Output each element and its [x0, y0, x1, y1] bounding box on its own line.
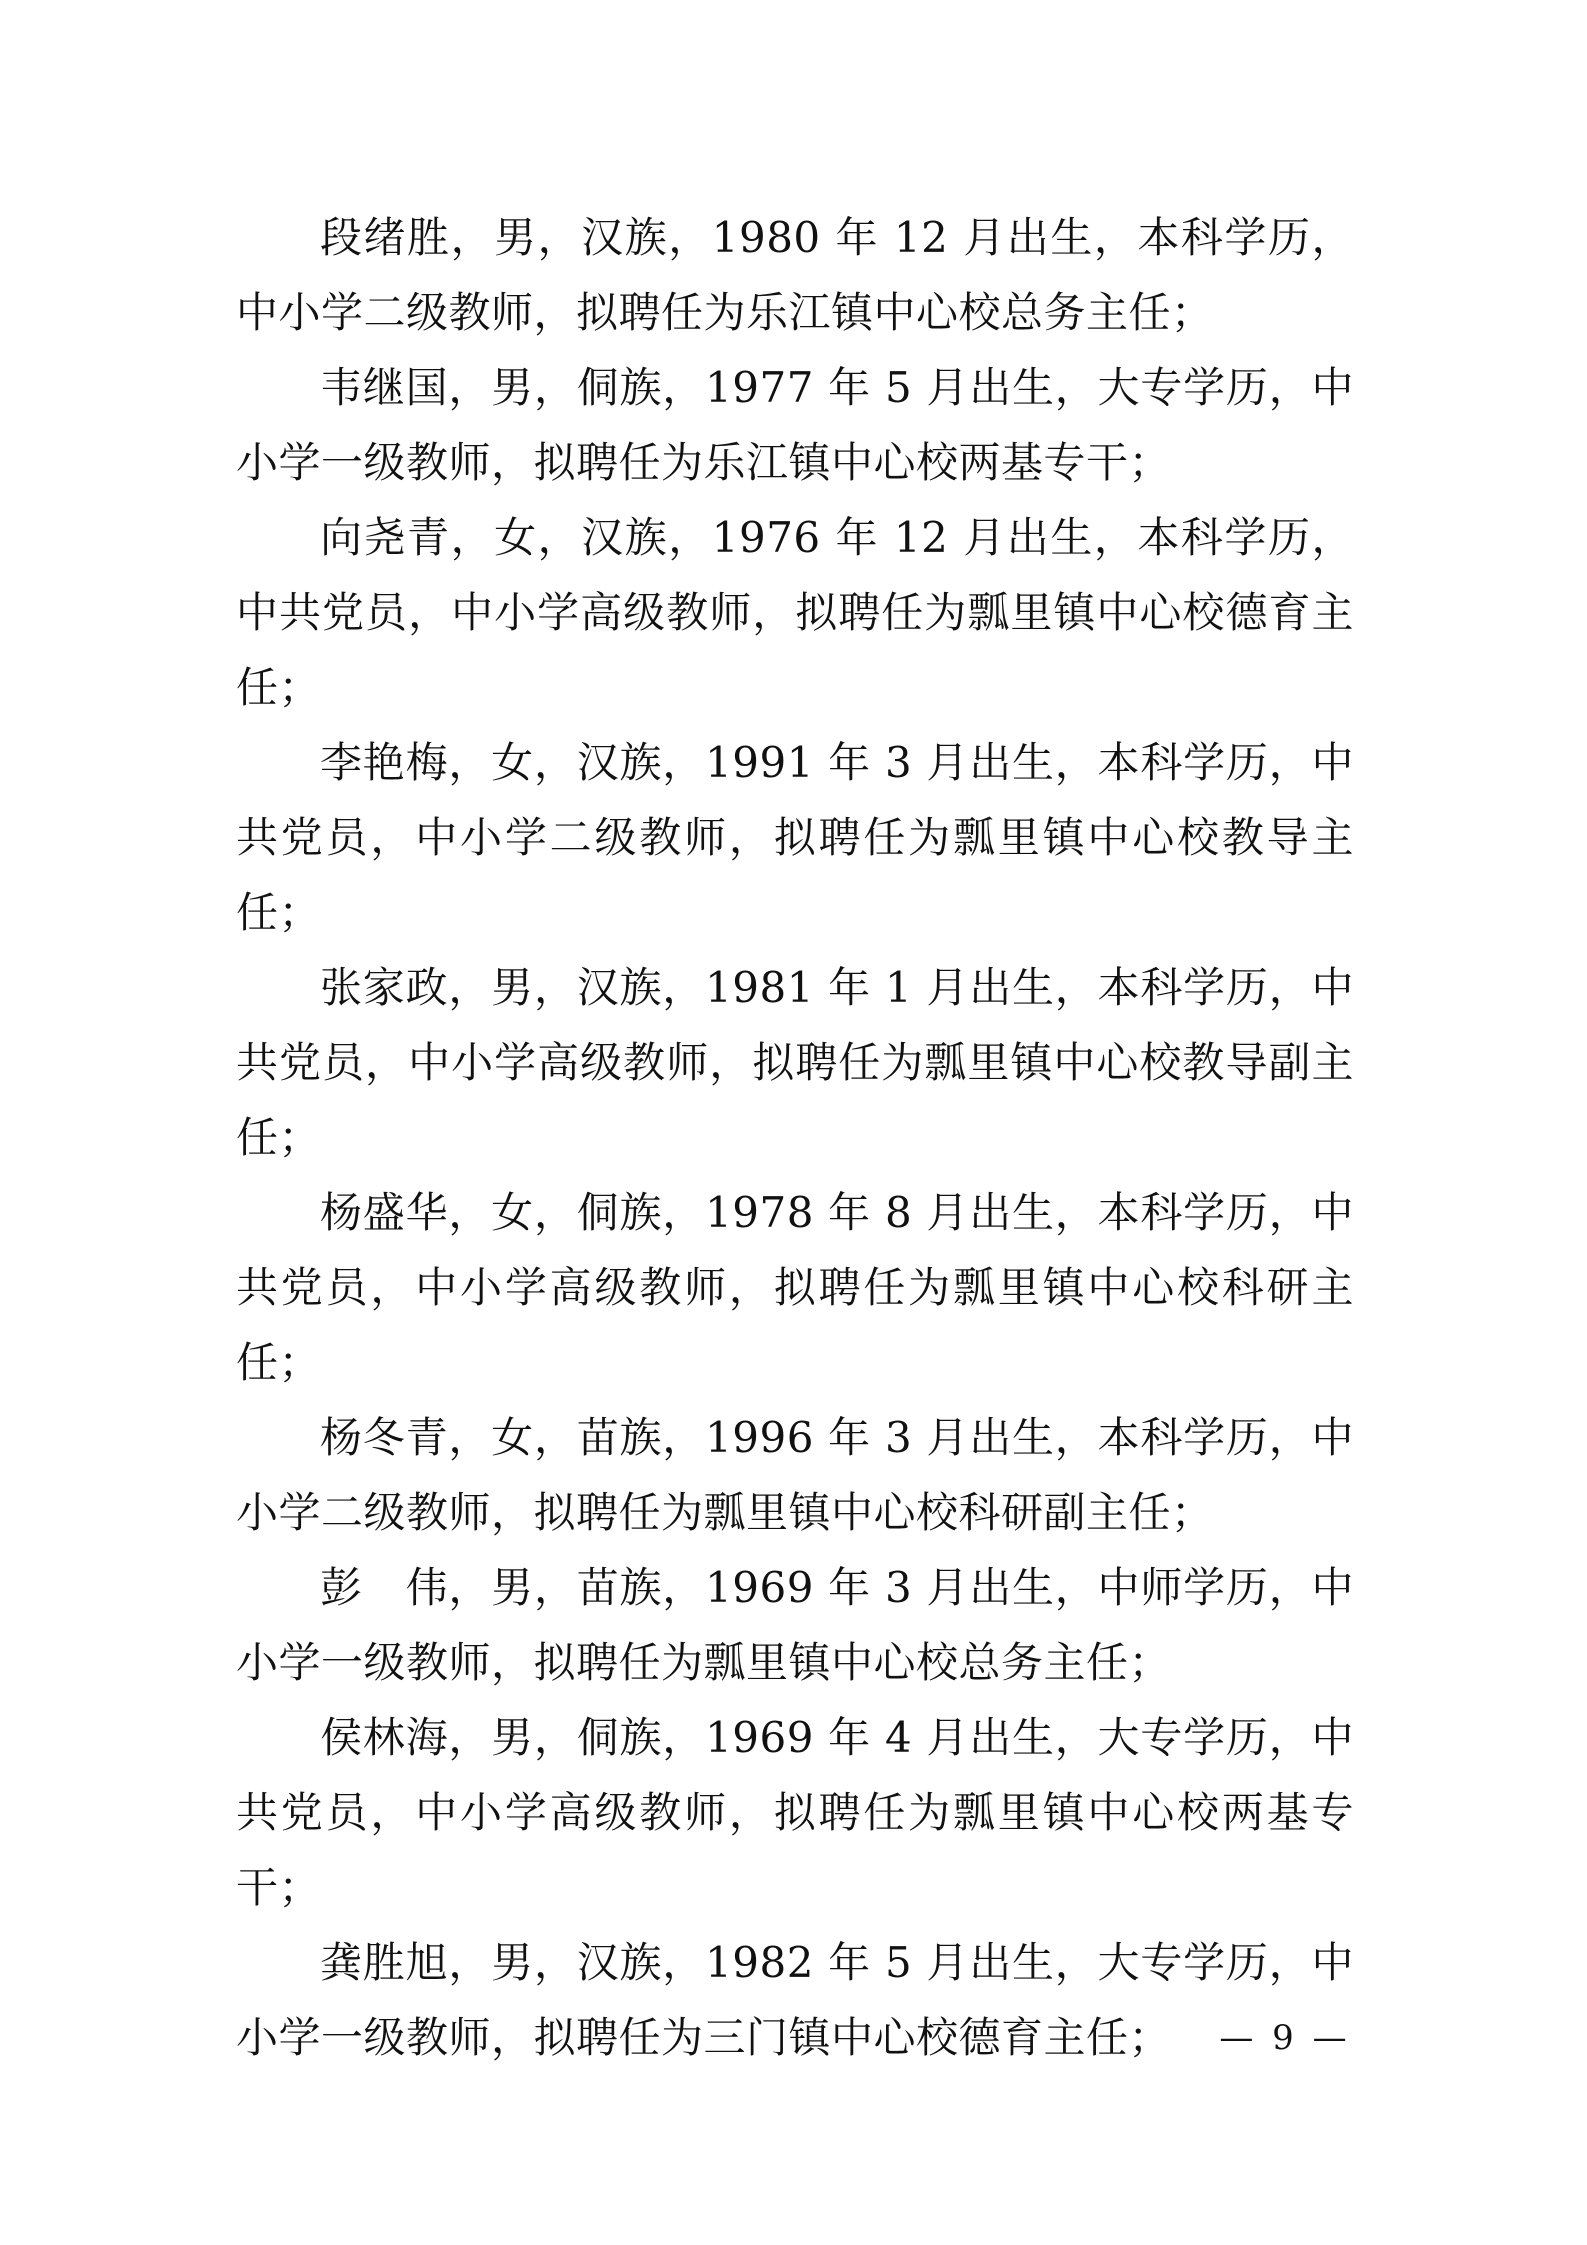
paragraph-gong-shengxu: 龚胜旭，男，汉族，1982 年 5 月出生，大专学历，中小学一级教师，拟聘任为三门镇中心校德育主任； — [236, 1938, 1354, 2062]
paragraph-yang-dongqing: 杨冬青，女，苗族，1996 年 3 月出生，本科学历，中小学二级教师，拟聘任为瓢里镇中心校科研副主任； — [236, 1413, 1354, 1537]
paragraph-xiang-yaoqing: 向尧青，女，汉族，1976 年 12 月出生，本科学历，中共党员，中小学高级教师，拟聘任为瓢里镇中心校德育主任； — [236, 513, 1354, 712]
paragraph-wei-jiguo: 韦继国，男，侗族，1977 年 5 月出生，大专学历，中小学一级教师，拟聘任为乐江镇中心校两基专干； — [236, 363, 1354, 487]
paragraph-zhang-jiazheng: 张家政，男，汉族，1981 年 1 月出生，本科学历，中共党员，中小学高级教师，拟聘任为瓢里镇中心校教导副主任； — [236, 963, 1354, 1162]
paragraph-duan-xusheng: 段绪胜，男，汉族，1980 年 12 月出生，本科学历，中小学二级教师，拟聘任为乐江镇中心校总务主任； — [236, 213, 1354, 337]
paragraph-yang-shenghua: 杨盛华，女，侗族，1978 年 8 月出生，本科学历，中共党员，中小学高级教师，拟聘任为瓢里镇中心校科研主任； — [236, 1188, 1354, 1387]
paragraph-hou-linhai: 侯林海，男，侗族，1969 年 4 月出生，大专学历，中共党员，中小学高级教师，拟聘任为瓢里镇中心校两基专干； — [236, 1713, 1354, 1912]
document-body — [236, 200, 1354, 2075]
paragraph-peng-wei: 彭 伟，男，苗族，1969 年 3 月出生，中师学历，中小学一级教师，拟聘任为瓢里镇中心校总务主任； — [236, 1563, 1354, 1687]
page-number: — 9 — — [1219, 2018, 1351, 2058]
paragraph-li-yanmei: 李艳梅，女，汉族，1991 年 3 月出生，本科学历，中共党员，中小学二级教师，拟聘任为瓢里镇中心校教导主任； — [236, 738, 1354, 937]
